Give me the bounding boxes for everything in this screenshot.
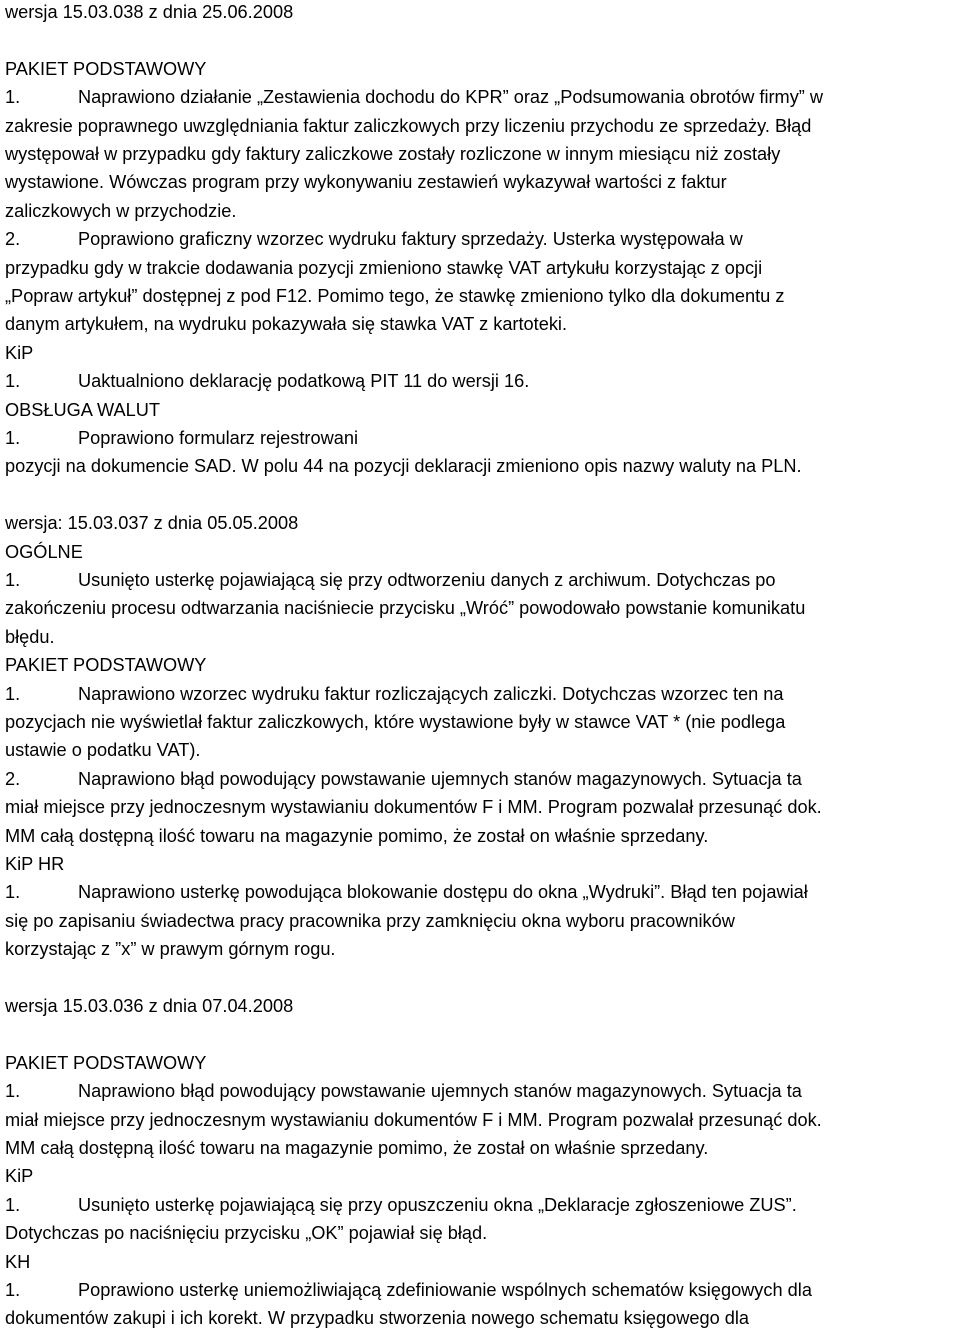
text-line [5, 566, 776, 594]
item-text: Naprawiono usterkę powodująca blokowanie dostępu do okna „Wydruki”. Błąd ten pojawiał [78, 882, 808, 903]
item-number: 1. [5, 1280, 21, 1300]
text-line: przypadku gdy w trakcie dodawania pozycji zmieniono stawkę VAT artykułu korzystając z opcji [5, 257, 763, 278]
text-line: korzystając z ”x” w prawym górnym rogu. [5, 939, 336, 960]
item-number: 1. [5, 1194, 21, 1215]
item-text: Usunięto usterkę pojawiającą się przy odtworzeniu danych z archiwum. Dotychczas po [78, 570, 776, 590]
text-line: OBSŁUGA WALUT [5, 399, 160, 420]
item-number: 1. [5, 371, 21, 392]
text-line [5, 367, 529, 395]
text-line: KiP HR [5, 854, 65, 874]
text-line: zakończeniu procesu odtwarzania naciśniecie przycisku „Wróć” powodowało powstanie komunikatu [5, 598, 806, 619]
text-line [5, 765, 802, 793]
text-line: pozycji na dokumencie SAD. W polu 44 na pozycji deklaracji zmieniono opis nazwy waluty na PLN. [5, 456, 802, 477]
text-line [5, 1191, 797, 1219]
text-line: wersja 15.03.038 z dnia 25.06.2008 [5, 2, 294, 22]
text-line: „Popraw artykuł” dostępnej z pod F12. Pomimo tego, że stawkę zmieniono tylko dla dokumentu z [5, 286, 785, 306]
item-number: 1. [5, 570, 21, 590]
item-text: Usunięto usterkę pojawiającą się przy opuszczeniu okna „Deklaracje zgłoszeniowe ZUS”. [78, 1194, 797, 1215]
item-number: 1. [5, 1081, 21, 1102]
text-line: PAKIET PODSTAWOWY [5, 1052, 207, 1073]
text-line: zakresie poprawnego uwzględniania faktur zaliczkowych przy liczeniu przychodu ze sprzedaży. Błąd [5, 115, 812, 136]
item-text: Poprawiono graficzny wzorzec wydruku faktury sprzedaży. Usterka występowała w [78, 229, 743, 250]
item-text: Naprawiono działanie „Zestawienia dochodu do KPR” oraz „Podsumowania obrotów firmy” w [78, 87, 824, 108]
item-number: 1. [5, 683, 21, 704]
text-line: Dotychczas po naciśnięciu przycisku „OK” pojawiał się błąd. [5, 1223, 488, 1244]
text-line: OGÓLNE [5, 541, 83, 562]
text-line [5, 1077, 802, 1105]
item-number: 2. [5, 229, 21, 250]
text-line: miał miejsce przy jednoczesnym wystawianiu dokumentów F i MM. Program pozwalał przesunąć dok. [5, 797, 822, 818]
text-line: miał miejsce przy jednoczesnym wystawianiu dokumentów F i MM. Program pozwalał przesunąć dok. [5, 1109, 822, 1130]
text-line [5, 424, 358, 452]
text-line: ustawie o podatku VAT). [5, 740, 201, 761]
item-number: 1. [5, 882, 21, 903]
text-line: pozycjach nie wyświetlał faktur zaliczkowych, które wystawione były w stawce VAT * (nie podlega [5, 712, 786, 732]
text-line: KiP [5, 342, 34, 363]
text-line: wersja: 15.03.037 z dnia 05.05.2008 [5, 513, 299, 534]
text-line: zaliczkowych w przychodzie. [5, 200, 237, 221]
text-line: MM całą dostępną ilość towaru na magazynie pomimo, że został on właśnie sprzedany. [5, 825, 709, 846]
item-text: Poprawiono formularz rejestrowani [78, 428, 359, 448]
item-text: Uaktualniono deklarację podatkową PIT 11 do wersji 16. [78, 371, 530, 392]
text-line [5, 225, 743, 253]
text-line: dokumentów zakupi i ich korekt. W przypadku stworzenia nowego schematu księgowego dla [5, 1308, 750, 1329]
text-line: PAKIET PODSTAWOWY [5, 655, 207, 676]
item-text: Naprawiono wzorzec wydruku faktur rozliczających zaliczki. Dotychczas wzorzec ten na [78, 683, 784, 704]
item-number: 1. [5, 87, 21, 108]
item-number: 2. [5, 768, 21, 789]
text-line: KH [5, 1251, 31, 1272]
text-line: PAKIET PODSTAWOWY [5, 58, 207, 79]
text-line: błędu. [5, 626, 55, 647]
text-line [5, 680, 784, 708]
text-line: wersja 15.03.036 z dnia 07.04.2008 [5, 996, 294, 1016]
text-line: danym artykułem, na wydruku pokazywała się stawka VAT z kartoteki. [5, 314, 568, 335]
item-text: Poprawiono usterkę uniemożliwiającą zdefiniowanie wspólnych schematów księgowych dla [78, 1280, 812, 1300]
text-line: wystawione. Wówczas program przy wykonywaniu zestawień wykazywał wartości z faktur [5, 172, 727, 193]
text-line: się po zapisaniu świadectwa pracy pracownika przy zamknięciu okna wyboru pracowników [5, 910, 735, 931]
text-line: KiP [5, 1166, 34, 1187]
text-line [5, 1276, 812, 1304]
text-line [5, 83, 823, 111]
item-text: Naprawiono błąd powodujący powstawanie ujemnych stanów magazynowych. Sytuacja ta [78, 768, 802, 789]
text-line: występował w przypadku gdy faktury zaliczkowe zostały rozliczone w innym miesiącu niż zostały [5, 144, 781, 164]
item-text: Naprawiono błąd powodujący powstawanie ujemnych stanów magazynowych. Sytuacja ta [78, 1081, 802, 1102]
text-line: MM całą dostępną ilość towaru na magazynie pomimo, że został on właśnie sprzedany. [5, 1138, 709, 1158]
item-number: 1. [5, 428, 21, 448]
text-line [5, 878, 808, 906]
